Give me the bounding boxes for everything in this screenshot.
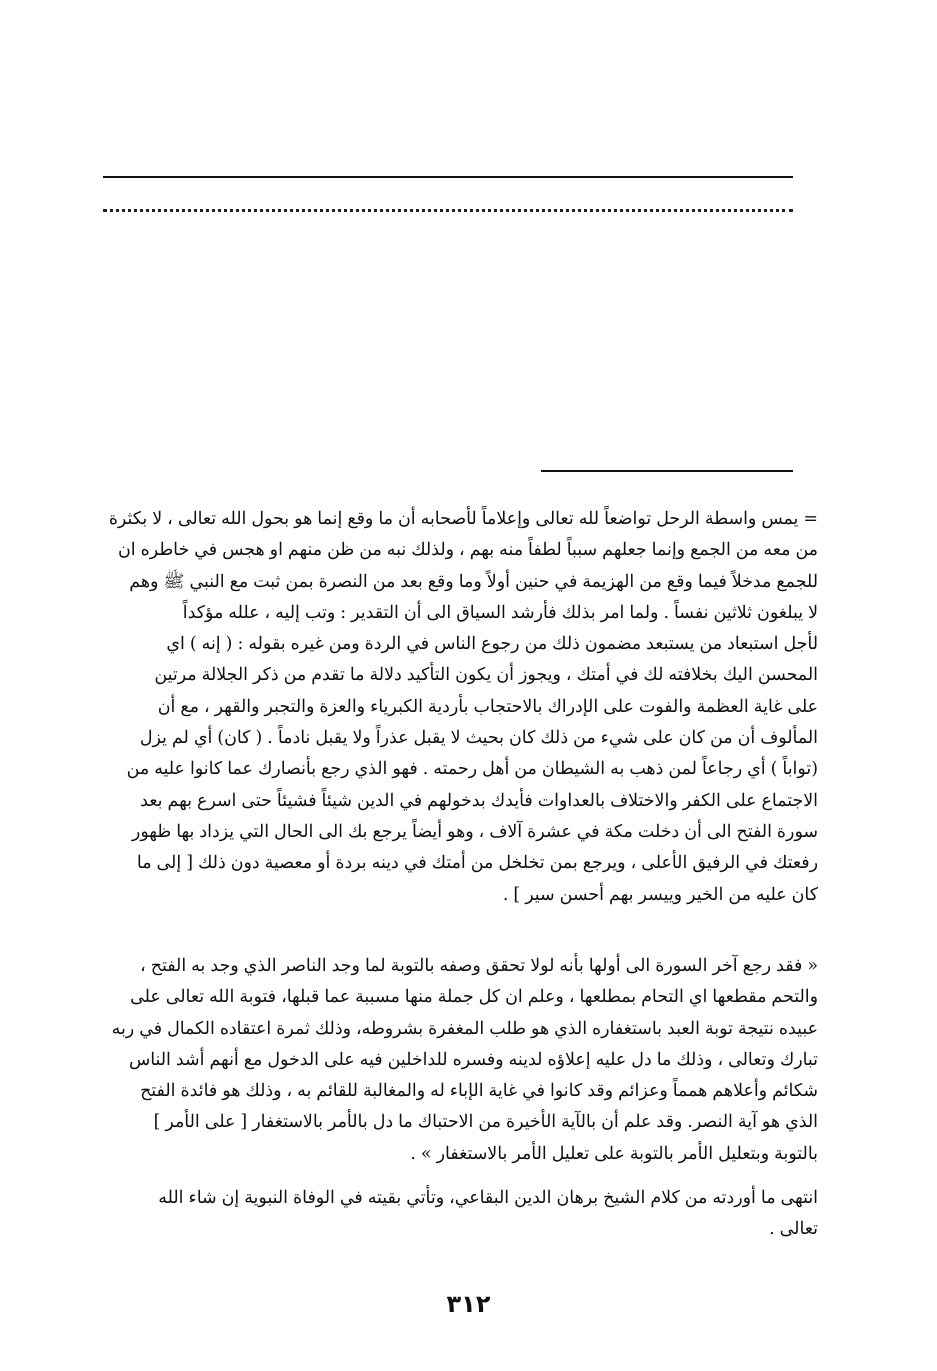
dotted-separator-line bbox=[103, 198, 793, 212]
text-line: سورة الفتح الى أن دخلت مكة في عشرة آلاف ، وهو أيضاً يرجع بك الى الحال التي يزداد بها ظهور bbox=[131, 821, 818, 842]
text-line: « فقد رجع آخر السورة الى أولها بأنه لولا تحقق وصفه بالتوبة لما وجد الناصر الذي وجد به الفتح ، bbox=[140, 956, 818, 976]
text-line: المألوف أن من كان على شيء من ذلك كان بحيث لا يقبل عذراً ولا يقبل نادماً . ( كان) أي لم يزل bbox=[139, 728, 818, 749]
text-line: للجمع مدخلاً فيما وقع من الهزيمة في حنين أولاً وما وقع بعد من النصرة بمن ثبت مع النبي ﷺ وهم bbox=[129, 571, 818, 592]
text-line: لا يبلغون ثلاثين نفساً . ولما امر بذلك فأرشد السياق الى أن التقدير : وتب إليه ، علله مؤكداً bbox=[182, 602, 818, 623]
footnote-paragraph-1 bbox=[100, 504, 818, 942]
text-line: الاجتماع على الكفر والاختلاف بالعداوات فأيدك بدخولهم في الدين شيئاً فشيئاً حتى اسرع بهم بعد bbox=[140, 790, 818, 811]
text-line: شكائم وأعلاهم همماً وعزائم وقد كانوا في غاية الإباء له والمغالبة للقائم به ، وذلك هو فائدة الفتح bbox=[140, 1081, 818, 1102]
text-line: والتحم مقطعها اي التحام بمطلعها ، وعلم ان كل جملة منها مسببة عما قبلها، فتوبة الله تعالى على bbox=[130, 987, 818, 1008]
text-line: الذي هو آية النصر. وقد علم أن بالآية الأخيرة من الاحتباك ما دل بالأمر بالاستغفار [ على الأمر ] bbox=[153, 1112, 818, 1133]
text-line: عبيده نتيجة توبة العبد باستغفاره الذي هو طلب المغفرة بشروطه، وذلك ثمرة اعتقاده الكمال في ربه bbox=[111, 1018, 818, 1039]
text-line: بالتوبة وبتعليل الأمر بالتوبة على تعليل الأمر بالاستغفار » . bbox=[410, 1143, 818, 1164]
text-line: رفعتك في الرفيق الأعلى ، ويرجع بمن تخلخل من أمتك في دينه بردة أو معصية دون ذلك [ إلى ما bbox=[136, 853, 818, 874]
top-separator-line bbox=[103, 176, 793, 178]
text-line: المحسن اليك بخلافته لك في أمتك ، ويجوز أن يكون التأكيد دلالة ما تقدم من ذكر الجلالة مرتين bbox=[154, 665, 818, 686]
text-line: تعالى . bbox=[769, 1219, 818, 1240]
text-line: كان عليه من الخير وييسر بهم أحسن سير ] . bbox=[502, 884, 818, 905]
text-line: انتهى ما أوردته من كلام الشيخ برهان الدين البقاعي، وتأتي بقيته في الوفاة النبوية إن شاء الله bbox=[158, 1188, 818, 1208]
text-line: (تواباً ) أي رجاعاً لمن ذهب به الشيطان من أهل رحمته . فهو الذي رجع بأنصارك عما كانوا عليه من bbox=[126, 759, 818, 780]
text-line: من معه من الجمع وإنما جعلهم سبباً لطفاً منه بهم ، ولذلك نبه من ظن منهم او هجس في خاطره ان bbox=[117, 540, 818, 561]
footnote-paragraph-2 bbox=[100, 951, 818, 1181]
page-number: ٣١٢ bbox=[446, 1290, 491, 1318]
text-line: على غاية العظمة والفوت على الإدراك بالاحتجاب بأردية الكبرياء والعزة والتجبر والقهر ، مع أن bbox=[157, 696, 818, 717]
text-line: لأجل استبعاد من يستبعد مضمون ذلك من رجوع الناس في الردة ومن غيره بقوله : ( إنه ) اي bbox=[166, 634, 818, 655]
text-line: تبارك وتعالى ، وذلك ما دل عليه إعلاؤه لدينه وفسره للداخلين فيه على الدخول مع أنهم أشد الناس bbox=[128, 1049, 818, 1070]
footnote-paragraph-3 bbox=[100, 1183, 818, 1249]
text-line: = يمس واسطة الرحل تواضعاً لله تعالى وإعلاماً لأصحابه أن ما وقع إنما هو بحول الله تعالى ، لا بكثرة bbox=[108, 509, 818, 529]
footnote-separator-line bbox=[541, 470, 793, 472]
